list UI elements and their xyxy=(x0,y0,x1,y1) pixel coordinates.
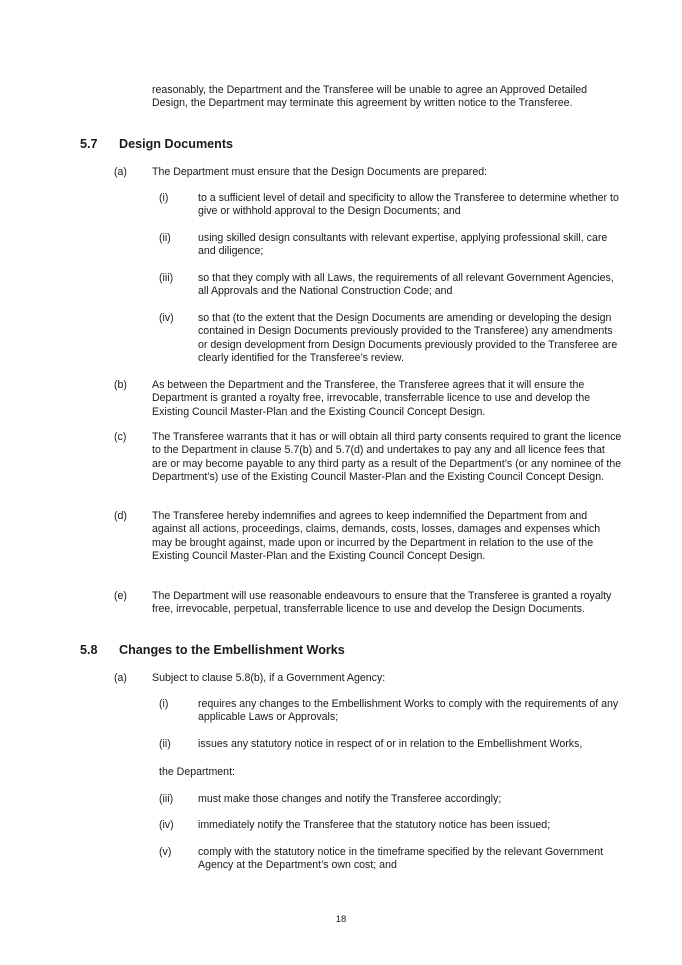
clause-text: As between the Department and the Transferee, the Transferee agrees that it will ensure the Department is granted a royalty free, irrevocable, transferrable licence to use and develop the Existing Council Master-Plan and the Existing Council Concept Design. xyxy=(152,379,591,418)
subclause-label: (i) xyxy=(159,698,169,710)
subclause-label: (i) xyxy=(159,192,169,204)
subclause-label: (iii) xyxy=(159,793,174,805)
continuation-text: the Department: xyxy=(159,766,235,778)
subclause-label: (iii) xyxy=(159,272,174,284)
clause-text: The Transferee warrants that it has or will obtain all third party consents required to grant the licence to the Department in clause 5.7(b) and 5.7(d) and undertakes to pay any and all licence fees that are or may become payable to any third party as a result of the Department’s (or any nominee of the Department’s) use of the Existing Council Master-Plan and the Existing Council Concept Design. xyxy=(152,431,622,483)
subclause-text: to a sufficient level of detail and specificity to allow the Transferee to determine whether to give or withhold approval to the Design Documents; and xyxy=(198,192,619,218)
subclause-text: must make those changes and notify the Transferee accordingly; xyxy=(198,793,502,805)
clause-text: The Transferee hereby indemnifies and agrees to keep indemnified the Department from and against all actions, proceedings, claims, demands, costs, losses, damages and expenses which may be brought against, made upon or incurred by the Department in relation to the use of the Existing Council Master-Plan and the Existing Council Concept Design. xyxy=(152,510,601,562)
clause-text: Subject to clause 5.8(b), if a Government Agency: xyxy=(152,672,386,684)
clause-label: (a) xyxy=(114,672,127,684)
section-5-7-title: Design Documents xyxy=(119,137,234,151)
section-5-7-number: 5.7 xyxy=(80,137,98,151)
clause-text: The Department must ensure that the Design Documents are prepared: xyxy=(152,166,488,178)
page-number: 18 xyxy=(335,913,347,925)
subclause-text: issues any statutory notice in respect of or in relation to the Embellishment Works, xyxy=(198,738,583,750)
clause-label: (c) xyxy=(114,431,127,443)
subclause-text: immediately notify the Transferee that the statutory notice has been issued; xyxy=(198,819,551,831)
subclause-text: using skilled design consultants with relevant expertise, applying professional skill, care and diligence; xyxy=(198,232,608,258)
subclause-label: (v) xyxy=(159,846,172,858)
subclause-text: so that (to the extent that the Design Documents are amending or developing the design contained in Design Documents previously provided to the Transferee) any amendments or design development from Design Documents previously provided to the Transferee are clearly identified for the Transferee’s review. xyxy=(198,312,618,364)
subclause-text: so that they comply with all Laws, the requirements of all relevant Government Agencies, all Approvals and the National Construction Code; and xyxy=(198,272,614,298)
clause-label: (b) xyxy=(114,379,127,391)
section-5-8-number: 5.8 xyxy=(80,643,98,657)
subclause-text: requires any changes to the Embellishment Works to comply with the requirements of any applicable Laws or Approvals; xyxy=(198,698,619,724)
clause-label: (d) xyxy=(114,510,127,522)
clause-label: (a) xyxy=(114,166,127,178)
clause-text: The Department will use reasonable endeavours to ensure that the Transferee is granted a royalty free, irrevocable, perpetual, transferrable licence to use and develop the Design Documents. xyxy=(152,590,612,616)
subclause-label: (iv) xyxy=(159,312,174,324)
subclause-text: comply with the statutory notice in the timeframe specified by the relevant Government Agency at the Department’s own cost; and xyxy=(198,846,604,872)
clause-label: (e) xyxy=(114,590,127,602)
subclause-label: (ii) xyxy=(159,232,171,244)
subclause-label: (iv) xyxy=(159,819,174,831)
intro-paragraph: reasonably, the Department and the Transferee will be unable to agree an Approved Detailed Design, the Department may terminate this agreement by written notice to the Transferee. xyxy=(152,84,588,110)
subclause-label: (ii) xyxy=(159,738,171,750)
section-5-8-title: Changes to the Embellishment Works xyxy=(119,643,345,657)
